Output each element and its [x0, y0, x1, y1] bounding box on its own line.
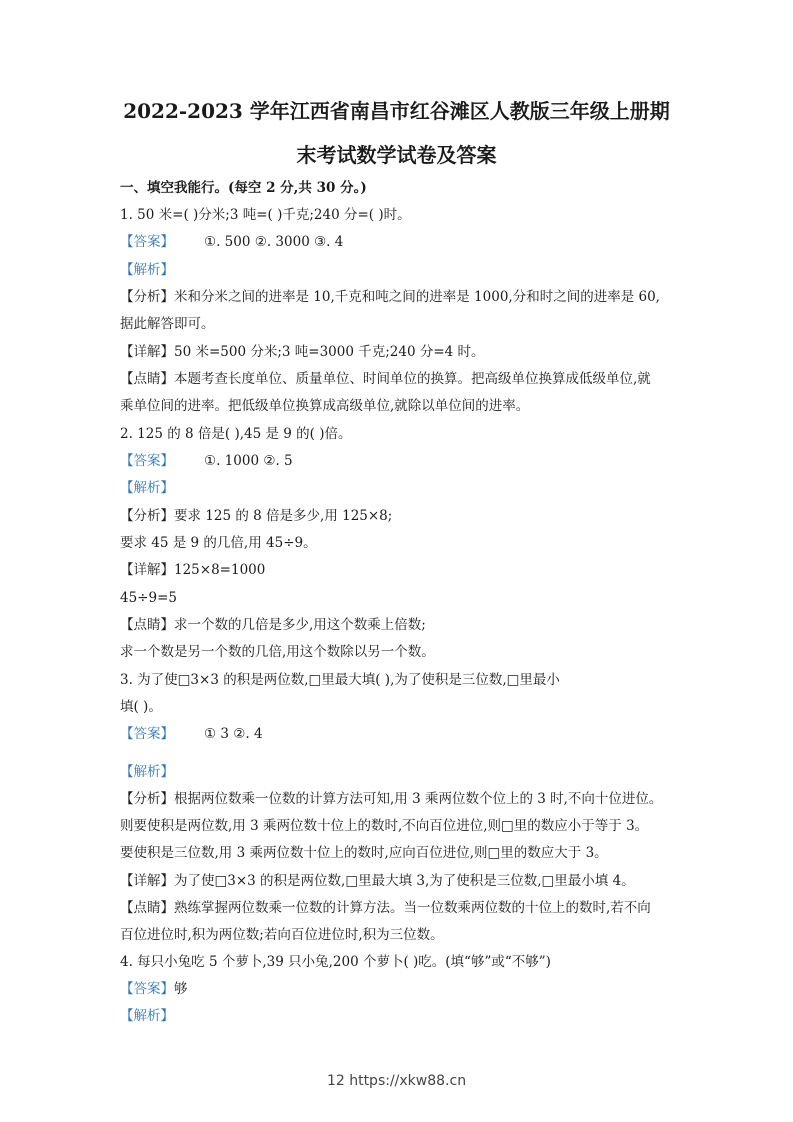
comment-tag: 【点睛】 [120, 617, 174, 633]
analysis-tag: 【分析】 [120, 289, 174, 305]
q4-answer-row [120, 981, 188, 997]
q3-answer: ① 3 ②. 4 [204, 726, 263, 742]
q1-answer: ①. 500 ②. 3000 ③. 4 [204, 234, 344, 250]
comment-tag: 【点睛】 [120, 371, 174, 387]
question-3-line-1: 3. 为了使□3×3 的积是两位数,□里最大填( ),为了使积是三位数,□里最小 [120, 672, 560, 688]
q3-analysis-line-2: 则要使积是两位数,用 3 乘两位数十位上的数时,不向百位进位,则□里的数应小于等于 3。 [120, 818, 649, 834]
q1-detail-line [120, 344, 485, 360]
q3-comment-line-1 [120, 900, 651, 916]
section-heading: 一、填空我能行。(每空 2 分,共 30 分。) [120, 180, 367, 196]
page-footer: 12 https://xkw88.cn [326, 1073, 467, 1089]
q1-analysis-line-1 [120, 289, 660, 305]
detail-tag: 【详解】 [120, 873, 174, 889]
q2-detail-text-1: 125×8=1000 [174, 562, 266, 578]
detail-tag: 【详解】 [120, 344, 174, 360]
q1-analysis-text-1: 米和分米之间的进率是 10,千克和吨之间的进率是 1000,分和时之间的进率是 60, [174, 289, 660, 305]
q3-analysis-line-3: 要使积是三位数,用 3 乘两位数十位上的数时,应向百位进位,则□里的数应大于 3。 [120, 845, 608, 861]
q2-comment-line-1 [120, 617, 426, 633]
q2-analysis-line-2: 要求 45 是 9 的几倍,用 45÷9。 [120, 535, 317, 551]
q4-answer: 够 [174, 981, 188, 997]
q1-comment-text-1: 本题考查长度单位、质量单位、时间单位的换算。把高级单位换算成低级单位,就 [174, 371, 651, 387]
q4-jiexi-tag: 【解析】 [120, 1008, 174, 1024]
q1-comment-line-1 [120, 371, 651, 387]
q2-comment-text-1: 求一个数的几倍是多少,用这个数乘上倍数; [174, 617, 426, 633]
q3-jiexi-tag: 【解析】 [120, 764, 174, 780]
q2-analysis-text-1: 要求 125 的 8 倍是多少,用 125×8; [174, 508, 393, 524]
question-3-line-2: 填( )。 [120, 699, 162, 715]
answer-tag: 【答案】 [120, 453, 174, 469]
q1-jiexi-tag: 【解析】 [120, 262, 174, 278]
answer-tag: 【答案】 [120, 234, 174, 250]
q1-analysis-line-2: 据此解答即可。 [120, 316, 215, 332]
q2-detail-line-1 [120, 562, 265, 578]
document-title-line-1: 2022-2023 学年江西省南昌市红谷滩区人教版三年级上册期 [123, 99, 670, 123]
q3-comment-text-1: 熟练掌握两位数乘一位数的计算方法。当一位数乘两位数的十位上的数时,若不向 [174, 900, 651, 916]
question-1: 1. 50 米=( )分米;3 吨=( )千克;240 分=( )时。 [120, 207, 411, 223]
analysis-tag: 【分析】 [120, 791, 174, 807]
q3-detail-text: 为了使□3×3 的积是两位数,□里最大填 3,为了使积是三位数,□里最小填 4。 [174, 873, 635, 889]
answer-tag: 【答案】 [120, 726, 174, 742]
question-2: 2. 125 的 8 倍是( ),45 是 9 的( )倍。 [120, 426, 352, 442]
q3-analysis-text-1: 根据两位数乘一位数的计算方法可知,用 3 乘两位数个位上的 3 时,不向十位进位。 [174, 791, 663, 807]
q2-comment-line-2: 求一个数是另一个数的几倍,用这个数除以另一个数。 [120, 644, 435, 660]
q2-answer: ①. 1000 ②. 5 [204, 453, 293, 469]
answer-tag: 【答案】 [120, 981, 174, 997]
q2-analysis-line-1 [120, 508, 392, 524]
q3-comment-line-2: 百位进位时,积为两位数;若向百位进位时,积为三位数。 [120, 927, 444, 943]
q2-answer-row [120, 453, 293, 469]
comment-tag: 【点睛】 [120, 900, 174, 916]
question-4: 4. 每只小兔吃 5 个萝卜,39 只小兔,200 个萝卜( )吃。(填“够”或“不够”) [120, 954, 551, 970]
q3-analysis-line-1 [120, 791, 662, 807]
q1-answer-row [120, 234, 343, 250]
q2-detail-line-2: 45÷9=5 [120, 590, 177, 606]
q3-answer-row [120, 726, 263, 742]
document-title-line-2: 末考试数学试卷及答案 [296, 143, 497, 167]
analysis-tag: 【分析】 [120, 508, 174, 524]
detail-tag: 【详解】 [120, 562, 174, 578]
q1-detail-text: 50 米=500 分米;3 吨=3000 千克;240 分=4 时。 [174, 344, 485, 360]
q3-detail-line [120, 873, 635, 889]
q2-jiexi-tag: 【解析】 [120, 480, 174, 496]
q1-comment-line-2: 乘单位间的进率。把低级单位换算成高级单位,就除以单位间的进率。 [120, 398, 530, 414]
